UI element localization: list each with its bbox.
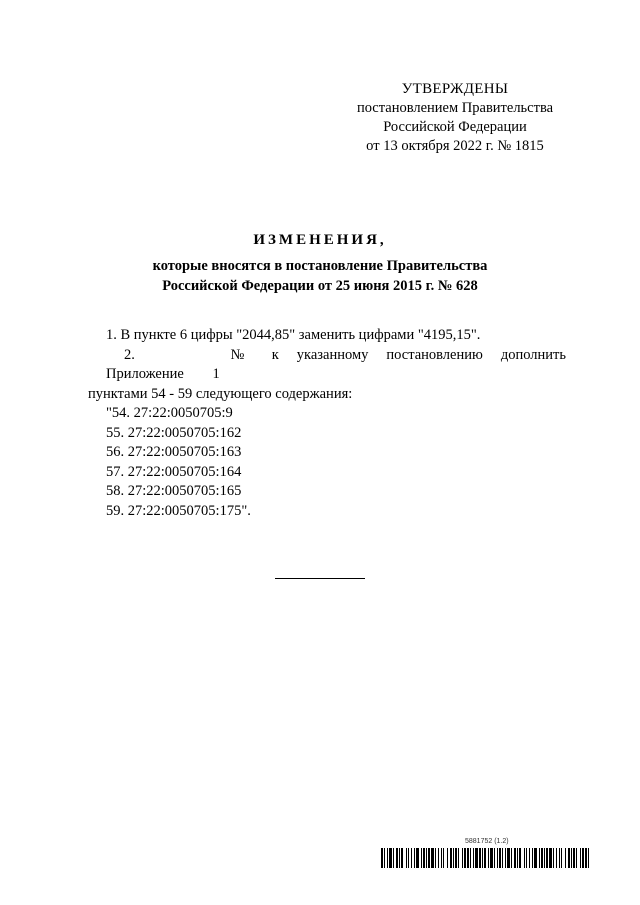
barcode-bar <box>389 848 392 868</box>
approval-heading: УТВЕРЖДЕНЫ <box>401 81 509 97</box>
subtitle-line-2: Российской Федерации от 25 июня 2015 г. № 628 <box>162 278 478 294</box>
barcode-bar <box>414 848 415 868</box>
approval-block <box>340 80 570 156</box>
barcode-bar <box>559 848 560 868</box>
barcode-bar <box>406 848 407 868</box>
barcode-bar <box>526 848 527 868</box>
paragraph-2-word: № 1 <box>212 346 245 382</box>
barcode-bar <box>428 848 430 868</box>
barcode-bar <box>553 848 554 868</box>
barcode-bar <box>441 848 442 868</box>
barcode-bar <box>455 848 457 868</box>
barcode-bar <box>438 848 439 868</box>
barcode-bar <box>458 848 459 868</box>
barcode-bar <box>517 848 518 868</box>
barcode-bar <box>511 848 512 868</box>
barcode-bar <box>568 848 570 868</box>
barcode-bar <box>421 848 422 868</box>
barcode-bar <box>534 848 537 868</box>
barcode-bar <box>529 848 530 868</box>
barcode-bar <box>539 848 540 868</box>
list-item: 57. 27:22:0050705:164 <box>106 463 242 480</box>
barcode-bar <box>585 848 587 868</box>
barcode-bar <box>524 848 525 868</box>
barcode-bar <box>544 848 545 868</box>
document-subtitle <box>120 256 520 296</box>
document-code: 5881752 (1.2) <box>465 838 509 845</box>
approval-line-1: постановлением Правительства <box>356 100 554 116</box>
barcode-bar <box>475 848 478 868</box>
barcode-bar <box>576 848 577 868</box>
barcode-bar <box>473 848 474 868</box>
barcode <box>381 848 589 868</box>
paragraph-2-word: 2. Приложение <box>106 346 184 382</box>
list-item: 55. 27:22:0050705:162 <box>106 424 242 441</box>
barcode-bar <box>467 848 469 868</box>
barcode-bar <box>494 848 495 868</box>
document-body <box>88 326 566 521</box>
barcode-bar <box>453 848 454 868</box>
barcode-bar <box>479 848 481 868</box>
barcode-bar <box>387 848 388 868</box>
barcode-bar <box>588 848 589 868</box>
barcode-bar <box>399 848 400 868</box>
barcode-bar <box>411 848 412 868</box>
paragraph-2-word: указанному <box>296 346 369 363</box>
barcode-bar <box>571 848 572 868</box>
barcode-bar <box>497 848 498 868</box>
document-title: ИЗМЕНЕНИЯ, <box>253 232 387 248</box>
barcode-bar <box>470 848 471 868</box>
list-item: 56. 27:22:0050705:163 <box>106 444 242 460</box>
barcode-bar <box>514 848 516 868</box>
barcode-bar <box>396 848 398 868</box>
barcode-bar <box>532 848 533 868</box>
barcode-bar <box>499 848 501 868</box>
paragraph-2-line-1 <box>88 346 566 385</box>
list-item: "54. 27:22:0050705:9 <box>106 405 233 421</box>
barcode-bar <box>426 848 427 868</box>
paragraph-2 <box>88 346 566 405</box>
barcode-bar <box>416 848 419 868</box>
barcode-bar <box>507 848 510 868</box>
barcode-bar <box>546 848 548 868</box>
barcode-bar <box>450 848 452 868</box>
barcode-bar <box>573 848 575 868</box>
end-divider <box>275 578 365 579</box>
barcode-bar <box>484 848 486 868</box>
barcode-bar <box>381 848 383 868</box>
approval-line-2: Российской Федерации <box>383 119 527 135</box>
barcode-bar <box>443 848 444 868</box>
barcode-bar <box>541 848 543 868</box>
approval-line-3: от 13 октября 2022 г. № 1815 <box>366 138 544 154</box>
barcode-bar <box>384 848 385 868</box>
barcode-bar <box>556 848 557 868</box>
barcode-bar <box>408 848 409 868</box>
barcode-bar <box>431 848 434 868</box>
barcode-bar <box>393 848 394 868</box>
barcode-bar <box>490 848 493 868</box>
paragraph-2-word: постановлению <box>386 346 483 363</box>
barcode-bar <box>519 848 521 868</box>
barcode-bar <box>561 848 562 868</box>
barcode-bar <box>582 848 584 868</box>
barcode-bar <box>482 848 483 868</box>
list-item: 58. 27:22:0050705:165 <box>106 483 242 499</box>
barcode-bar <box>401 848 403 868</box>
paragraph-1: 1. В пункте 6 цифры "2044,85" заменить цифрами "4195,15". <box>106 327 481 343</box>
subtitle-line-1: которые вносятся в постановление Правительства <box>152 258 488 274</box>
barcode-bar <box>505 848 506 868</box>
barcode-bar <box>447 848 448 868</box>
paragraph-2-word: дополнить <box>500 346 566 363</box>
barcode-bar <box>464 848 466 868</box>
barcode-bar <box>565 848 566 868</box>
barcode-bar <box>488 848 489 868</box>
barcode-bar <box>502 848 503 868</box>
barcode-bar <box>462 848 463 868</box>
paragraph-2-word: к <box>271 346 279 363</box>
barcode-bar <box>549 848 552 868</box>
paragraph-2-line-2: пунктами 54 - 59 следующего содержания: <box>88 385 353 402</box>
list-item: 59. 27:22:0050705:175". <box>106 502 251 519</box>
barcode-bar <box>580 848 581 868</box>
barcode-bar <box>423 848 425 868</box>
barcode-bar <box>435 848 436 868</box>
